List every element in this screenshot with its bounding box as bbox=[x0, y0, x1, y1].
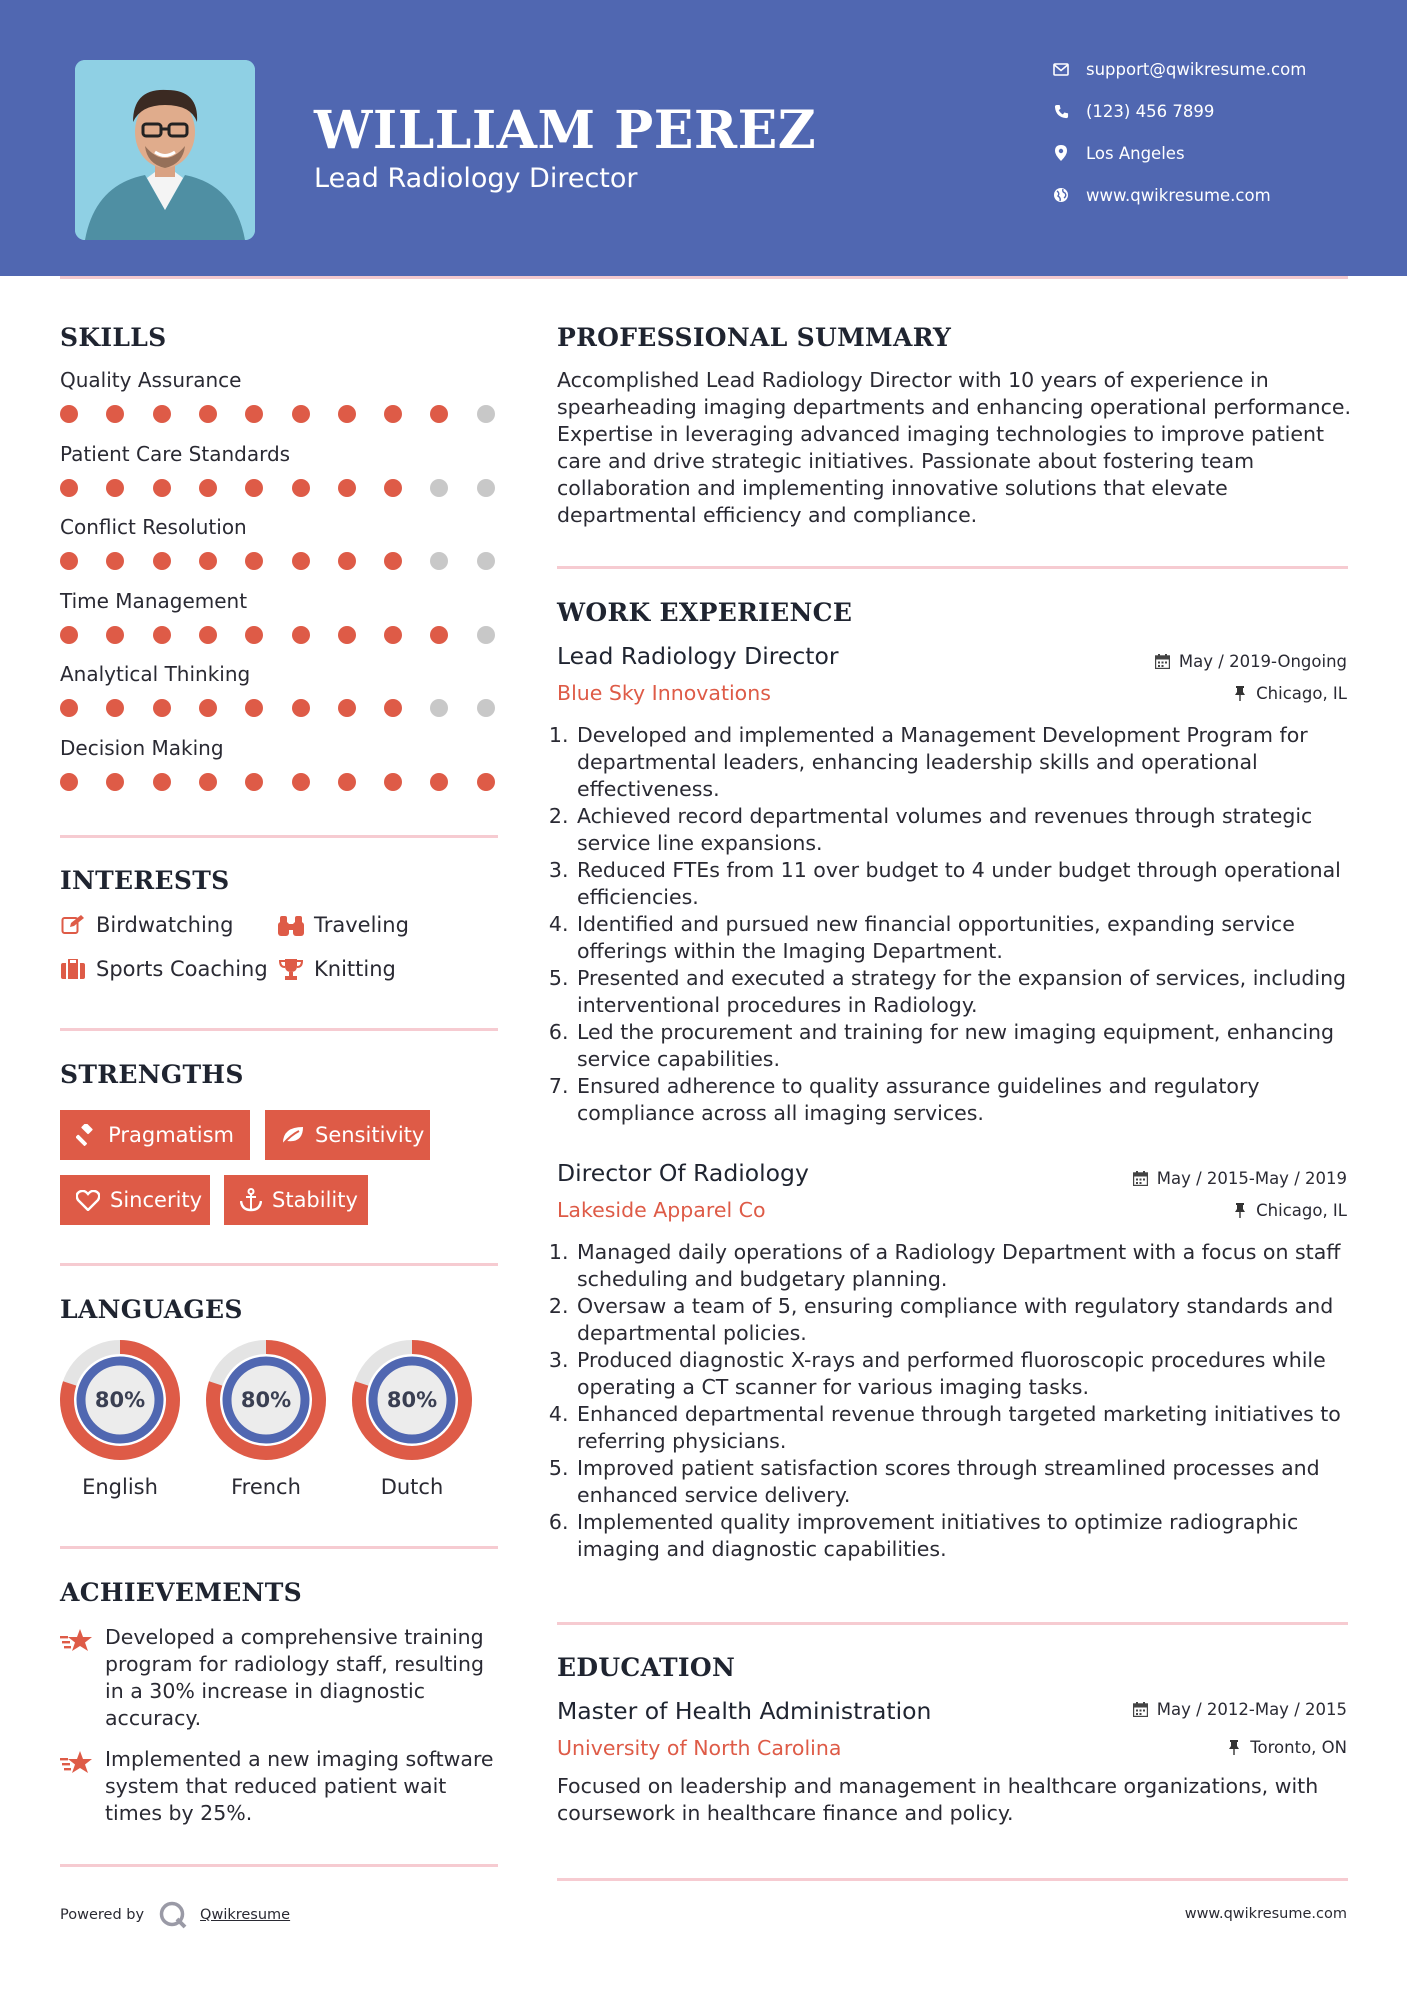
rating-dot-empty bbox=[430, 552, 448, 570]
rating-dot-filled bbox=[384, 552, 402, 570]
rating-dot-filled bbox=[245, 699, 263, 717]
language-name: French bbox=[231, 1475, 301, 1499]
rating-dot-empty bbox=[477, 479, 495, 497]
rating-dot-filled bbox=[106, 479, 124, 497]
interest-label: Traveling bbox=[314, 913, 409, 937]
skill-label: Analytical Thinking bbox=[60, 662, 251, 686]
rating-dot-filled bbox=[106, 552, 124, 570]
calendar-icon bbox=[1155, 654, 1171, 670]
summary-text: Accomplished Lead Radiology Director with 10 years of experience in spearheading imaging departments and enhancing operational performance. Expertise in leveraging advanced imaging technologies to improve patient care and drive strategic initiatives. Passionate about fostering team collaboration and implementing innovative solutions that elevate departmental efficiency and compliance. bbox=[557, 368, 1351, 527]
strength-label: Stability bbox=[272, 1188, 358, 1212]
interests-heading: INTERESTS bbox=[60, 866, 230, 895]
rating-dot-filled bbox=[153, 773, 171, 791]
achievement-text: Implemented a new imaging software system that reduced patient wait times by 25%. bbox=[105, 1747, 494, 1825]
rating-dot-filled bbox=[430, 626, 448, 644]
rating-dot-filled bbox=[292, 773, 310, 791]
divider bbox=[557, 1878, 1348, 1881]
duty-item: 3. Reduced FTEs from 11 over budget to 4 under budget through operational efficiencies. bbox=[575, 857, 1375, 911]
pushpin-icon bbox=[1232, 1203, 1248, 1219]
education-description: Focused on leadership and management in healthcare organizations, with coursework in healthcare finance and policy. bbox=[557, 1774, 1319, 1825]
job-location bbox=[1232, 1201, 1347, 1220]
envelope-icon bbox=[1050, 58, 1072, 80]
divider bbox=[557, 1622, 1348, 1625]
divider bbox=[557, 566, 1348, 569]
contact-phone-text: (123) 456 7899 bbox=[1086, 101, 1215, 121]
skill-label: Patient Care Standards bbox=[60, 441, 291, 466]
job-dates bbox=[1133, 1169, 1347, 1188]
interest-sports-coaching bbox=[60, 954, 268, 984]
rating-dot-filled bbox=[292, 626, 310, 644]
pushpin-icon bbox=[1232, 686, 1248, 702]
strength-tag-pragmatism bbox=[60, 1110, 250, 1160]
strength-tag-stability bbox=[224, 1175, 368, 1225]
rating-dot-filled bbox=[106, 405, 124, 423]
education-location bbox=[1226, 1738, 1347, 1757]
skill-label: Quality Assurance bbox=[60, 368, 242, 392]
skill-label: Conflict Resolution bbox=[60, 515, 247, 539]
degree-title: Master of Health Administration bbox=[557, 1697, 932, 1725]
rating-dot-filled bbox=[60, 552, 78, 570]
rating-dot-filled bbox=[60, 699, 78, 717]
rating-dot-filled bbox=[60, 773, 78, 791]
duty-item: 2. Oversaw a team of 5, ensuring compliance with regulatory standards and departmental policies. bbox=[575, 1293, 1375, 1347]
pencil-square-icon bbox=[60, 912, 86, 938]
language-percent: 80% bbox=[386, 1388, 438, 1412]
rating-dot-filled bbox=[384, 405, 402, 423]
duty-item: 2. Achieved record departmental volumes and revenues through strategic service line expansions. bbox=[575, 803, 1375, 857]
interest-birdwatching bbox=[60, 910, 233, 940]
rating-dot-filled bbox=[338, 479, 356, 497]
strength-label: Sensitivity bbox=[315, 1123, 425, 1147]
school-name: University of North Carolina bbox=[557, 1736, 842, 1760]
contact-email-text: support@qwikresume.com bbox=[1086, 59, 1307, 79]
rating-dot-filled bbox=[60, 405, 78, 423]
duty-item: 5. Presented and executed a strategy for the expansion of services, including interventional procedures in Radiology. bbox=[575, 965, 1375, 1019]
contact-location bbox=[1050, 138, 1380, 168]
skill-rating bbox=[60, 626, 500, 646]
globe-icon bbox=[1050, 184, 1072, 206]
education-heading: EDUCATION bbox=[557, 1653, 736, 1682]
rating-dot-filled bbox=[245, 405, 263, 423]
header-divider bbox=[60, 276, 1348, 279]
briefcase-icon bbox=[60, 956, 86, 982]
skill-label: Time Management bbox=[60, 588, 248, 613]
education-location-text: Toronto, ON bbox=[1250, 1738, 1347, 1757]
skill-label: Decision Making bbox=[60, 735, 224, 760]
language-name: Dutch bbox=[380, 1475, 444, 1499]
rating-dot-empty bbox=[430, 699, 448, 717]
company-name: Blue Sky Innovations bbox=[557, 681, 771, 705]
gavel-icon bbox=[76, 1122, 98, 1148]
job-location bbox=[1232, 684, 1347, 703]
duty-item: 3. Produced diagnostic X-rays and performed fluoroscopic procedures while operating a CT scanner for various imaging tasks. bbox=[575, 1347, 1375, 1401]
rating-dot-filled bbox=[199, 773, 217, 791]
interest-label: Birdwatching bbox=[96, 913, 234, 937]
rating-dot-filled bbox=[384, 479, 402, 497]
footer-url[interactable]: www.qwikresume.com bbox=[1184, 1906, 1347, 1922]
phone-icon bbox=[1050, 100, 1072, 122]
rating-dot-filled bbox=[430, 773, 448, 791]
job-location-text: Chicago, IL bbox=[1256, 684, 1347, 703]
rating-dot-filled bbox=[338, 699, 356, 717]
job-duties-list bbox=[557, 722, 1375, 1127]
skill-rating bbox=[60, 699, 500, 719]
rating-dot-filled bbox=[338, 552, 356, 570]
strength-label: Sincerity bbox=[110, 1188, 203, 1212]
achievements-heading: ACHIEVEMENTS bbox=[60, 1578, 302, 1607]
contact-phone[interactable] bbox=[1050, 96, 1380, 126]
rating-dot-filled bbox=[199, 699, 217, 717]
rating-dot-empty bbox=[430, 479, 448, 497]
rating-dot-filled bbox=[384, 773, 402, 791]
rating-dot-filled bbox=[199, 626, 217, 644]
map-pin-icon bbox=[1050, 142, 1072, 164]
job-dates-text: May / 2019-Ongoing bbox=[1178, 652, 1347, 671]
trophy-icon bbox=[278, 956, 304, 982]
strength-tag-sensitivity bbox=[265, 1110, 430, 1160]
powered-by-text: Powered by bbox=[60, 1907, 145, 1923]
skill-rating bbox=[60, 552, 500, 572]
rating-dot-filled bbox=[384, 626, 402, 644]
rating-dot-filled bbox=[153, 479, 171, 497]
qwikresume-logo-icon bbox=[158, 1900, 188, 1930]
strengths-heading: STRENGTHS bbox=[60, 1060, 244, 1089]
anchor-icon bbox=[240, 1187, 262, 1213]
skills-heading: SKILLS bbox=[60, 323, 167, 352]
duty-item: 1. Developed and implemented a Management Development Program for departmental leaders, enhancing leadership skills and operational effectiveness. bbox=[575, 722, 1375, 803]
rating-dot-filled bbox=[477, 773, 495, 791]
language-name: English bbox=[82, 1475, 158, 1499]
rating-dot-filled bbox=[153, 626, 171, 644]
languages-heading: LANGUAGES bbox=[60, 1295, 243, 1324]
duty-item: 4. Identified and pursued new financial opportunities, expanding service offerings within the Imaging Department. bbox=[575, 911, 1375, 965]
duty-item: 5. Improved patient satisfaction scores through streamlined processes and enhanced service delivery. bbox=[575, 1455, 1375, 1509]
job-duties-list bbox=[557, 1239, 1375, 1563]
strength-label: Pragmatism bbox=[108, 1123, 234, 1147]
divider bbox=[60, 1028, 498, 1031]
rating-dot-filled bbox=[384, 699, 402, 717]
binoculars-icon bbox=[278, 912, 304, 938]
rating-dot-filled bbox=[430, 405, 448, 423]
rating-dot-filled bbox=[292, 479, 310, 497]
calendar-icon bbox=[1133, 1702, 1149, 1718]
rating-dot-filled bbox=[292, 405, 310, 423]
education-dates bbox=[1133, 1700, 1347, 1719]
pushpin-icon bbox=[1226, 1740, 1242, 1756]
calendar-icon bbox=[1133, 1171, 1149, 1187]
rating-dot-filled bbox=[292, 699, 310, 717]
duty-item: 7. Ensured adherence to quality assurance guidelines and regulatory compliance across all imaging services. bbox=[575, 1073, 1375, 1127]
skill-rating bbox=[60, 405, 500, 425]
summary-heading: PROFESSIONAL SUMMARY bbox=[557, 323, 952, 352]
brand-link[interactable]: Qwikresume bbox=[200, 1907, 291, 1923]
duty-item: 4. Enhanced departmental revenue through targeted marketing initiatives to referring physicians. bbox=[575, 1401, 1375, 1455]
contact-location-text: Los Angeles bbox=[1086, 143, 1185, 163]
skill-rating bbox=[60, 479, 500, 499]
contact-website[interactable] bbox=[1050, 180, 1380, 210]
rating-dot-empty bbox=[477, 405, 495, 423]
profile-photo bbox=[75, 60, 255, 240]
language-percent: 80% bbox=[240, 1388, 292, 1412]
rating-dot-filled bbox=[292, 552, 310, 570]
candidate-role: Lead Radiology Director bbox=[314, 163, 638, 194]
job-title: Director Of Radiology bbox=[557, 1159, 809, 1187]
language-percent: 80% bbox=[94, 1388, 146, 1412]
rating-dot-filled bbox=[199, 479, 217, 497]
rating-dot-empty bbox=[477, 699, 495, 717]
rating-dot-filled bbox=[60, 479, 78, 497]
rating-dot-filled bbox=[338, 773, 356, 791]
skill-rating bbox=[60, 773, 500, 793]
rating-dot-filled bbox=[245, 479, 263, 497]
rating-dot-filled bbox=[153, 405, 171, 423]
interest-traveling bbox=[278, 910, 409, 940]
contact-website-text: www.qwikresume.com bbox=[1086, 185, 1271, 205]
company-name: Lakeside Apparel Co bbox=[557, 1198, 766, 1222]
divider bbox=[60, 1864, 498, 1867]
rating-dot-filled bbox=[338, 405, 356, 423]
interest-label: Knitting bbox=[314, 957, 396, 981]
rating-dot-filled bbox=[338, 626, 356, 644]
education-dates-text: May / 2012-May / 2015 bbox=[1156, 1700, 1347, 1719]
rating-dot-filled bbox=[106, 626, 124, 644]
duty-item: 6. Implemented quality improvement initiatives to optimize radiographic imaging and diagnostic capabilities. bbox=[575, 1509, 1375, 1563]
rating-dot-filled bbox=[106, 699, 124, 717]
divider bbox=[60, 1546, 498, 1549]
divider bbox=[60, 1263, 498, 1266]
job-dates-text: May / 2015-May / 2019 bbox=[1156, 1169, 1347, 1188]
resume-header bbox=[0, 0, 1407, 276]
job-location-text: Chicago, IL bbox=[1256, 1201, 1347, 1220]
star-icon bbox=[60, 1750, 94, 1776]
interest-knitting bbox=[278, 954, 396, 984]
rating-dot-filled bbox=[106, 773, 124, 791]
duty-item: 6. Led the procurement and training for new imaging equipment, enhancing service capabilities. bbox=[575, 1019, 1375, 1073]
divider bbox=[60, 835, 498, 838]
rating-dot-filled bbox=[153, 552, 171, 570]
rating-dot-filled bbox=[245, 773, 263, 791]
heart-icon bbox=[76, 1187, 100, 1213]
rating-dot-filled bbox=[245, 626, 263, 644]
job-title: Lead Radiology Director bbox=[557, 642, 839, 670]
candidate-name: WILLIAM PEREZ bbox=[314, 100, 817, 161]
contact-email[interactable] bbox=[1050, 54, 1380, 84]
rating-dot-filled bbox=[199, 405, 217, 423]
rating-dot-filled bbox=[245, 552, 263, 570]
rating-dot-filled bbox=[153, 699, 171, 717]
duty-item: 1. Managed daily operations of a Radiology Department with a focus on staff scheduling and budgetary planning. bbox=[575, 1239, 1375, 1293]
rating-dot-filled bbox=[60, 626, 78, 644]
strength-tag-sincerity bbox=[60, 1175, 210, 1225]
achievement-text: Developed a comprehensive training program for radiology staff, resulting in a 30% increase in diagnostic accuracy. bbox=[105, 1625, 484, 1730]
footer-powered-by bbox=[60, 1897, 290, 1933]
rating-dot-empty bbox=[477, 552, 495, 570]
experience-heading: WORK EXPERIENCE bbox=[557, 598, 853, 627]
rating-dot-empty bbox=[477, 626, 495, 644]
star-icon bbox=[60, 1628, 94, 1654]
job-dates bbox=[1155, 652, 1347, 671]
leaf-icon bbox=[281, 1122, 305, 1148]
rating-dot-filled bbox=[199, 552, 217, 570]
interest-label: Sports Coaching bbox=[96, 957, 268, 981]
